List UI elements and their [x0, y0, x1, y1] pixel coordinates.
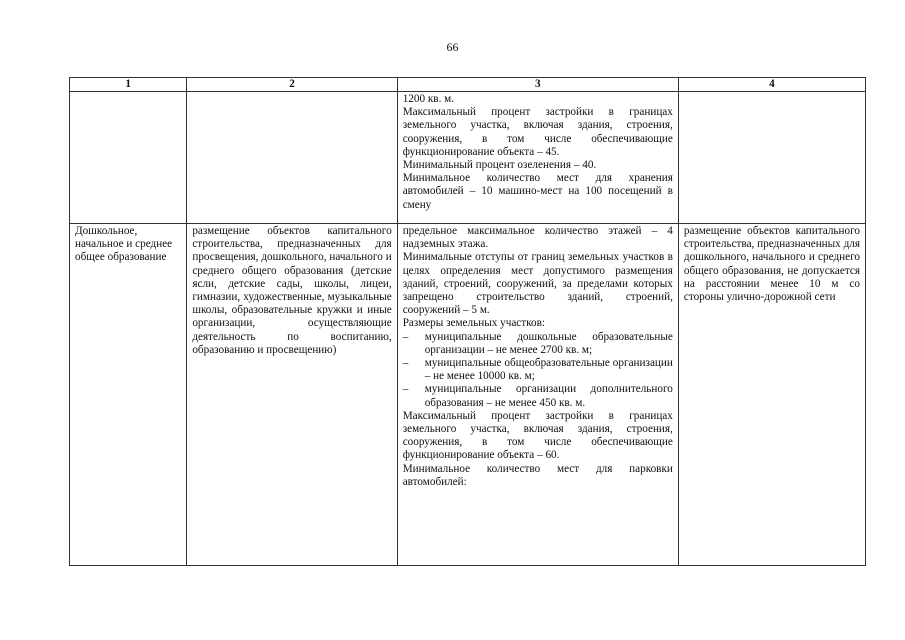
- cell-parameters: [397, 224, 678, 566]
- list-item: [403, 331, 673, 357]
- table-row-continuation: [70, 92, 866, 224]
- use-description-text: размещение объектов капитального строительства, предназначенных для просвещения, дошкольного, начального и среднего общего образования (детские ясли, детские сады, школы, лицеи, гимназии, художественные, музыкальные школы, образовательные кружки и иные организации, осуществляющие деятельность по воспитанию, образованию и просвещению): [192, 225, 392, 356]
- list-item: [403, 383, 673, 409]
- parameter-text: предельное максимальное количество этажей – 4 надземных этажа.: [402, 225, 673, 251]
- header-col-2: 2: [187, 78, 397, 92]
- dash-marker: –: [402, 357, 409, 370]
- plot-size-list: [403, 331, 673, 410]
- header-col-3: 3: [397, 78, 678, 92]
- header-col-4: 4: [678, 78, 865, 92]
- parameter-text: Минимальный процент озеленения – 40.: [402, 159, 597, 172]
- page-number: 66: [446, 40, 459, 54]
- cell-restrictions: [678, 224, 865, 566]
- header-col-1: 1: [70, 78, 187, 92]
- table-header-row: [70, 78, 866, 92]
- cell-continuation-col4: [678, 92, 865, 224]
- parameter-text: Максимальный процент застройки в границах земельного участка, включая здания, строения, сооружения, в том числе обеспечивающие функционирование объекта – 45.: [402, 106, 673, 158]
- parameter-text: Минимальное количество мест для хранения автомобилей – 10 машино-мест на 100 посещений в смену: [402, 172, 673, 211]
- list-item-text: муниципальные общеобразовательные организации – не менее 10000 кв. м;: [424, 357, 673, 383]
- parameter-text: Минимальное количество мест для парковки автомобилей:: [402, 462, 673, 488]
- list-item-text: муниципальные дошкольные образовательные организации – не менее 2700 кв. м;: [424, 330, 673, 356]
- parameter-text: Размеры земельных участков:: [402, 317, 545, 330]
- parameter-text: Минимальные отступы от границ земельных участков в целях определения мест допустимого размещения зданий, строений, сооружений, за пределами которых запрещено строительство зданий, строений, сооружений – 5 м.: [402, 251, 673, 317]
- list-item: [403, 357, 673, 383]
- restriction-text: размещение объектов капитального строительства, предназначенных для дошкольного, начального и среднего общего образования, не допускается на расстоянии менее 10 м со стороны улично-дорожной сети: [683, 225, 860, 304]
- parameter-text: Максимальный процент застройки в границах земельного участка, включая здания, строения, сооружения, в том числе обеспечивающие функционирование объекта – 60.: [402, 409, 673, 462]
- cell-continuation-col3: [397, 92, 678, 224]
- regulations-table: [69, 77, 866, 566]
- cell-use-type-name: Дошкольное, начальное и среднее общее образование: [70, 224, 187, 566]
- cell-continuation-col1: [70, 92, 187, 224]
- table-row-preschool: [70, 224, 866, 566]
- dash-marker: –: [402, 383, 409, 396]
- list-item-text: муниципальные организации дополнительного образования – не менее 450 кв. м.: [424, 383, 673, 409]
- cell-continuation-col2: [187, 92, 397, 224]
- parameter-text: 1200 кв. м.: [402, 93, 455, 105]
- cell-use-type-description: [187, 224, 397, 566]
- dash-marker: –: [402, 330, 409, 343]
